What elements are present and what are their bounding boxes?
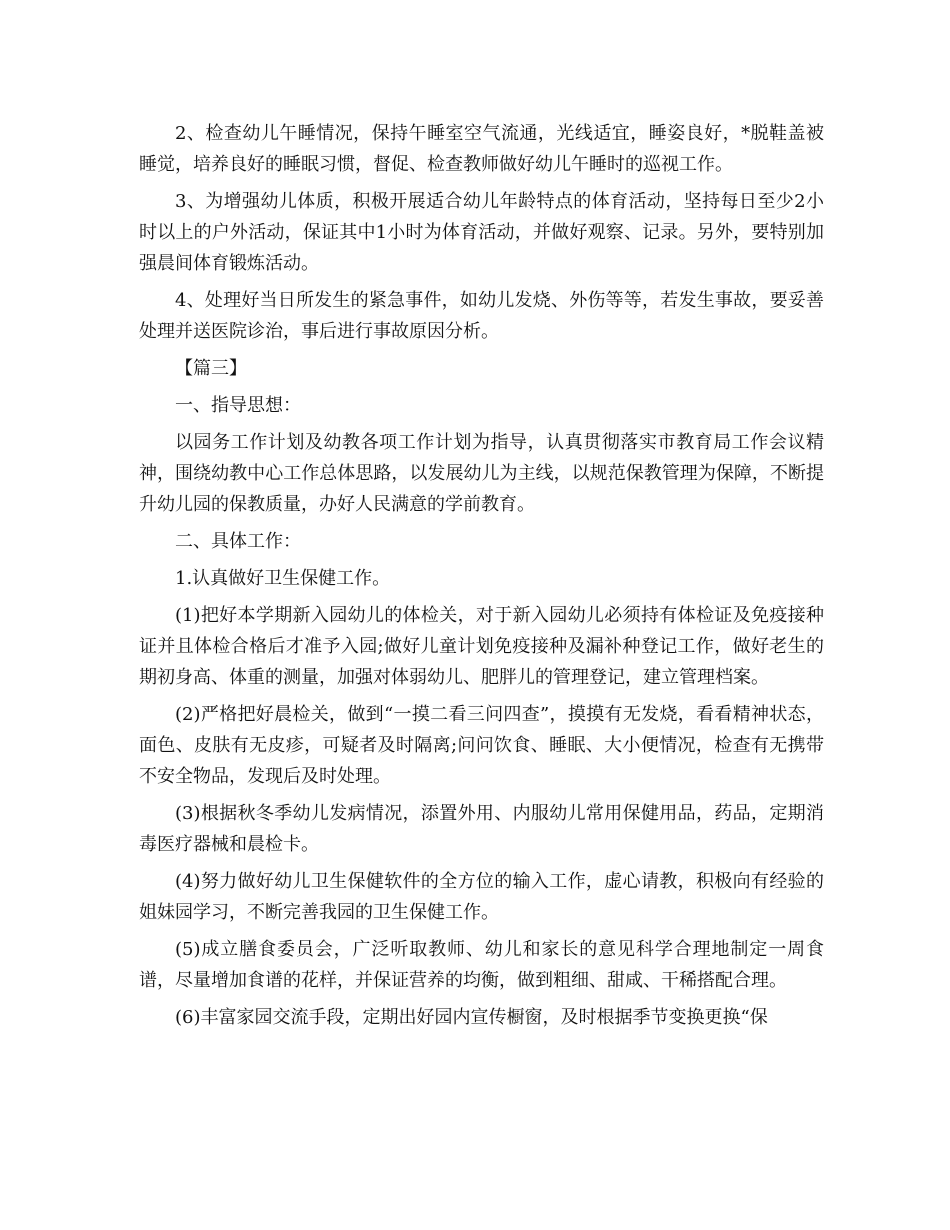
paragraph-nap-check: 2、检查幼儿午睡情况，保持午睡室空气流通，光线适宜，睡姿良好，*脱鞋盖被睡觉，培养良好的睡眠习惯，督促、检查教师做好幼儿午睡时的巡视工作。: [139, 123, 824, 175]
paragraph-physical-activity: 3、为增强幼儿体质，积极开展适合幼儿年龄特点的体育活动，坚持每日至少2小时以上的户外活动，保证其中1小时为体育活动，并做好观察、记录。另外，要特别加强晨间体育锻炼活动。: [139, 191, 824, 274]
heading-specific-work: 二、具体工作：: [175, 531, 301, 552]
section-title-part-three: 【篇三】: [175, 358, 247, 379]
paragraph-item-2: (2)严格把好晨检关，做到“一摸二看三问四查”，摸摸有无发烧，看看精神状态，面色、皮肤有无皮疹，可疑者及时隔离;问问饮食、睡眠、大小便情况，检查有无携带不安全物品，发现后及时处理。: [139, 704, 824, 787]
paragraph-item-4: (4)努力做好幼儿卫生保健软件的全方位的输入工作，虚心请教，积极向有经验的姐妹园学习，不断完善我园的卫生保健工作。: [139, 871, 824, 923]
document-body: [139, 118, 824, 1039]
paragraph-emergency-handling: 4、处理好当日所发生的紧急事件，如幼儿发烧、外伤等等，若发生事故，要妥善处理并送医院诊治，事后进行事故原因分析。: [139, 290, 824, 342]
paragraph-item-3: (3)根据秋冬季幼儿发病情况，添置外用、内服幼儿常用保健用品，药品，定期消毒医疗器械和晨检卡。: [139, 803, 824, 855]
paragraph-item-6: (6)丰富家园交流手段，定期出好园内宣传橱窗，及时根据季节变换更换“保: [175, 1007, 768, 1028]
paragraph-item-1: (1)把好本学期新入园幼儿的体检关，对于新入园幼儿必须持有体检证及免疫接种证并且体检合格后才准予入园;做好儿童计划免疫接种及漏补种登记工作，做好老生的期初身高、体重的测量，加强对体弱幼儿、肥胖儿的管理登记，建立管理档案。: [139, 605, 824, 688]
heading-guiding-ideology: 一、指导思想：: [175, 395, 301, 416]
paragraph-item-5: (5)成立膳食委员会，广泛听取教师、幼儿和家长的意见科学合理地制定一周食谱，尽量增加食谱的花样，并保证营养的均衡，做到粗细、甜咸、干稀搭配合理。: [139, 939, 824, 991]
paragraph-guiding-ideology: 以园务工作计划及幼教各项工作计划为指导，认真贯彻落实市教育局工作会议精神，围绕幼教中心工作总体思路，以发展幼儿为主线，以规范保教管理为保障，不断提升幼儿园的保教质量，办好人民满意的学前教育。: [139, 432, 824, 515]
heading-health-care: 1.认真做好卫生保健工作。: [175, 568, 391, 589]
